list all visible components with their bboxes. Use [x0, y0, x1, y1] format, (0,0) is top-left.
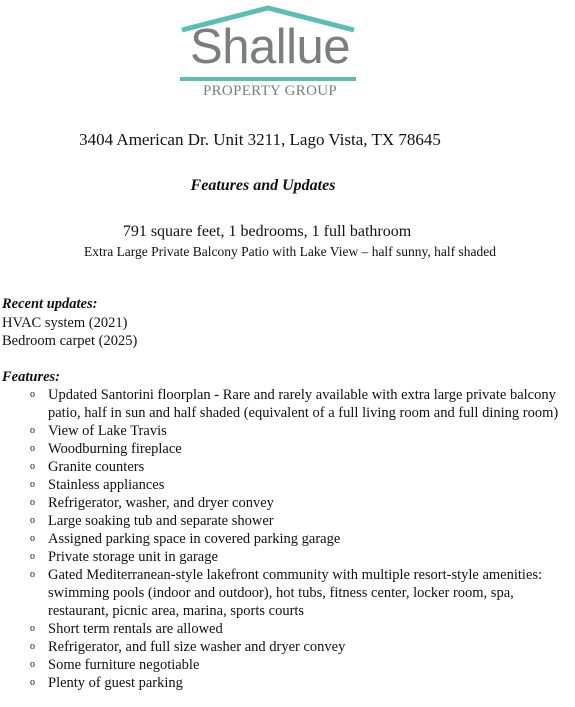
- feature-item: [0, 512, 575, 530]
- unit-size-summary: 791 square feet, 1 bedrooms, 1 full bathroom: [122, 223, 412, 240]
- features-title: Features:: [2, 369, 60, 385]
- feature-item: [0, 656, 575, 674]
- bullet-icon: o: [30, 389, 35, 400]
- feature-item: [0, 494, 575, 512]
- feature-text: Plenty of guest parking: [48, 675, 183, 691]
- logo-accent-bar: [180, 77, 356, 81]
- feature-item: [0, 530, 575, 548]
- feature-text: Stainless appliances: [48, 477, 165, 493]
- feature-text: Woodburning fireplace: [48, 441, 182, 457]
- features-list: [0, 386, 575, 692]
- feature-text: Gated Mediterranean-style lakefront community with multiple resort-style amenities: swimming pools (indoor and outdoor), hot tubs, fitness center, locker room, spa, restaurant, picnic area, marina, sports courts: [48, 567, 543, 619]
- recent-update-item: HVAC system (2021): [2, 315, 128, 331]
- feature-item: [0, 458, 575, 476]
- feature-text: Refrigerator, washer, and dryer convey: [48, 495, 274, 511]
- bullet-icon: o: [30, 443, 35, 454]
- bullet-icon: o: [30, 551, 35, 562]
- bullet-icon: o: [30, 641, 35, 652]
- bullet-icon: o: [30, 569, 35, 580]
- feature-item: [0, 566, 575, 620]
- feature-item: [0, 620, 575, 638]
- feature-item: [0, 638, 575, 656]
- feature-text: Private storage unit in garage: [48, 549, 218, 565]
- recent-update-item: Bedroom carpet (2025): [2, 332, 138, 349]
- feature-text: View of Lake Travis: [48, 423, 167, 439]
- feature-text: Large soaking tub and separate shower: [48, 513, 274, 529]
- company-logo: [170, 4, 370, 102]
- bullet-icon: o: [30, 497, 35, 508]
- feature-text: Some furniture negotiable: [48, 657, 200, 673]
- recent-updates-title: Recent updates:: [2, 296, 98, 312]
- bullet-icon: o: [30, 479, 35, 490]
- feature-text: Assigned parking space in covered parking garage: [48, 531, 341, 547]
- feature-item: [0, 440, 575, 458]
- bullet-icon: o: [30, 623, 35, 634]
- feature-text: Refrigerator, and full size washer and dryer convey: [48, 639, 346, 655]
- feature-item: [0, 548, 575, 566]
- property-address: 3404 American Dr. Unit 3211, Lago Vista, TX 78645: [79, 130, 441, 149]
- bullet-icon: o: [30, 677, 35, 688]
- bullet-icon: o: [30, 425, 35, 436]
- feature-item: [0, 674, 575, 692]
- feature-item: [0, 422, 575, 440]
- feature-text: Granite counters: [48, 459, 145, 475]
- bullet-icon: o: [30, 659, 35, 670]
- bullet-icon: o: [30, 515, 35, 526]
- feature-item: [0, 386, 575, 422]
- feature-text: Short term rentals are allowed: [48, 621, 223, 637]
- balcony-summary: Extra Large Private Balcony Patio with Lake View – half sunny, half shaded: [83, 244, 497, 259]
- logo-subtitle: PROPERTY GROUP: [202, 83, 338, 99]
- bullet-icon: o: [30, 533, 35, 544]
- feature-text: Updated Santorini floorplan - Rare and rarely available with extra large private balcony patio, half in sun and half shaded (equivalent of a full living room and full dining room): [48, 387, 559, 421]
- document-heading: Features and Updates: [190, 177, 336, 194]
- logo-brand-name: Shallue: [190, 20, 350, 74]
- bullet-icon: o: [30, 461, 35, 472]
- recent-updates-list: [2, 315, 137, 350]
- feature-item: [0, 476, 575, 494]
